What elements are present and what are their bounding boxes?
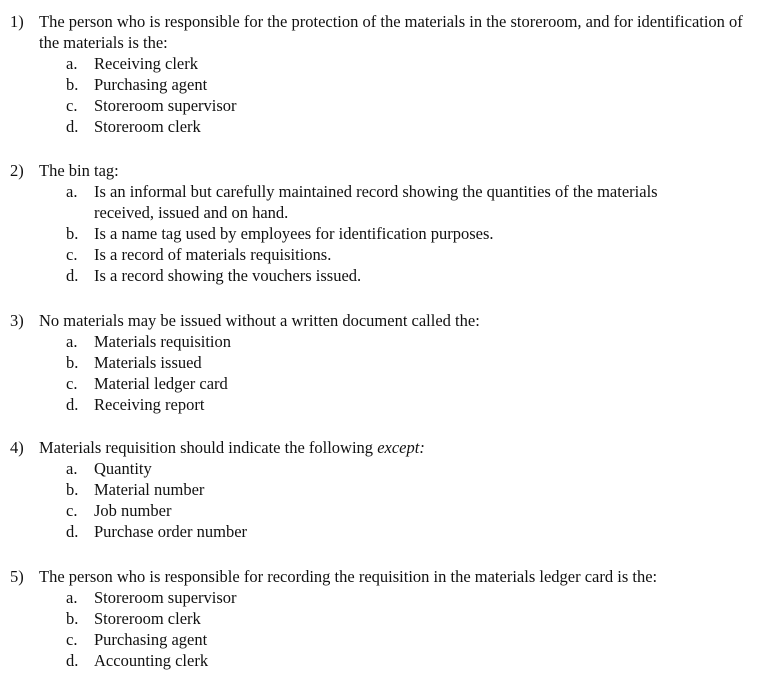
option-text: Quantity	[94, 459, 152, 478]
option-a	[66, 458, 750, 479]
option-a	[66, 53, 750, 74]
question-3	[10, 310, 750, 415]
option-letter: c.	[66, 245, 78, 264]
question-stem	[10, 310, 750, 331]
option-letter: c.	[66, 501, 78, 520]
option-c	[66, 373, 750, 394]
question-stem	[10, 11, 750, 53]
option-c	[66, 629, 750, 650]
option-text: Storeroom supervisor	[94, 96, 237, 115]
option-a	[66, 587, 750, 608]
question-text-main: Materials requisition should indicate the following	[39, 438, 374, 457]
option-text: Purchasing agent	[94, 75, 208, 94]
option-list	[10, 331, 750, 415]
option-text: Storeroom supervisor	[94, 588, 237, 607]
option-list	[10, 458, 750, 542]
option-d	[66, 394, 750, 415]
question-number: 4)	[10, 438, 24, 457]
option-letter: a.	[66, 588, 78, 607]
option-letter: c.	[66, 374, 78, 393]
option-letter: d.	[66, 395, 79, 414]
option-b	[66, 74, 750, 95]
option-letter: c.	[66, 630, 78, 649]
question-text: The person who is responsible for the protection of the materials in the storeroom, and for identification of the materials is the:	[39, 12, 743, 52]
option-d	[66, 116, 750, 137]
option-d	[66, 265, 750, 286]
option-text: Receiving clerk	[94, 54, 198, 73]
option-a	[66, 331, 750, 352]
option-text: Accounting clerk	[94, 651, 209, 670]
option-text: Is an informal but carefully maintained record showing the quantities of the materials received, issued and on hand.	[94, 182, 658, 222]
option-letter: b.	[66, 224, 79, 243]
option-text: Is a record of materials requisitions.	[94, 245, 332, 264]
question-stem	[10, 437, 750, 458]
option-text: Is a record showing the vouchers issued.	[94, 266, 362, 285]
question-number: 3)	[10, 311, 24, 330]
option-letter: a.	[66, 332, 78, 351]
question-stem	[10, 160, 750, 181]
question-number: 2)	[10, 161, 24, 180]
option-a	[66, 181, 750, 223]
option-text: Receiving report	[94, 395, 205, 414]
option-letter: a.	[66, 182, 78, 201]
option-c	[66, 500, 750, 521]
option-letter: d.	[66, 117, 79, 136]
option-text: Storeroom clerk	[94, 609, 201, 628]
option-b	[66, 352, 750, 373]
question-1	[10, 11, 750, 137]
option-text: Materials issued	[94, 353, 202, 372]
option-text: Material ledger card	[94, 374, 228, 393]
option-letter: b.	[66, 353, 79, 372]
option-text: Purchase order number	[94, 522, 248, 541]
option-text: Job number	[94, 501, 172, 520]
question-text: The person who is responsible for recording the requisition in the materials ledger card is the:	[39, 567, 658, 586]
option-d	[66, 650, 750, 671]
option-letter: b.	[66, 480, 79, 499]
option-letter: d.	[66, 266, 79, 285]
option-letter: a.	[66, 54, 78, 73]
question-text	[39, 437, 750, 458]
question-stem	[10, 566, 750, 587]
question-text-emphasis: except:	[377, 438, 425, 457]
option-b	[66, 479, 750, 500]
question-2	[10, 160, 750, 286]
option-text: Storeroom clerk	[94, 117, 201, 136]
option-text: Purchasing agent	[94, 630, 208, 649]
option-text: Materials requisition	[94, 332, 232, 351]
option-letter: b.	[66, 609, 79, 628]
option-list	[10, 53, 750, 137]
option-c	[66, 95, 750, 116]
question-number: 5)	[10, 567, 24, 586]
option-d	[66, 521, 750, 542]
option-letter: c.	[66, 96, 78, 115]
option-letter: b.	[66, 75, 79, 94]
question-text: No materials may be issued without a written document called the:	[39, 311, 480, 330]
option-b	[66, 223, 750, 244]
question-number: 1)	[10, 12, 24, 31]
option-letter: d.	[66, 651, 79, 670]
option-letter: d.	[66, 522, 79, 541]
question-4	[10, 437, 750, 542]
option-list	[10, 587, 750, 671]
question-5	[10, 566, 750, 671]
option-text: Is a name tag used by employees for identification purposes.	[94, 224, 494, 243]
option-b	[66, 608, 750, 629]
option-c	[66, 244, 750, 265]
option-list	[10, 181, 750, 286]
option-text: Material number	[94, 480, 205, 499]
question-text: The bin tag:	[39, 161, 119, 180]
option-letter: a.	[66, 459, 78, 478]
